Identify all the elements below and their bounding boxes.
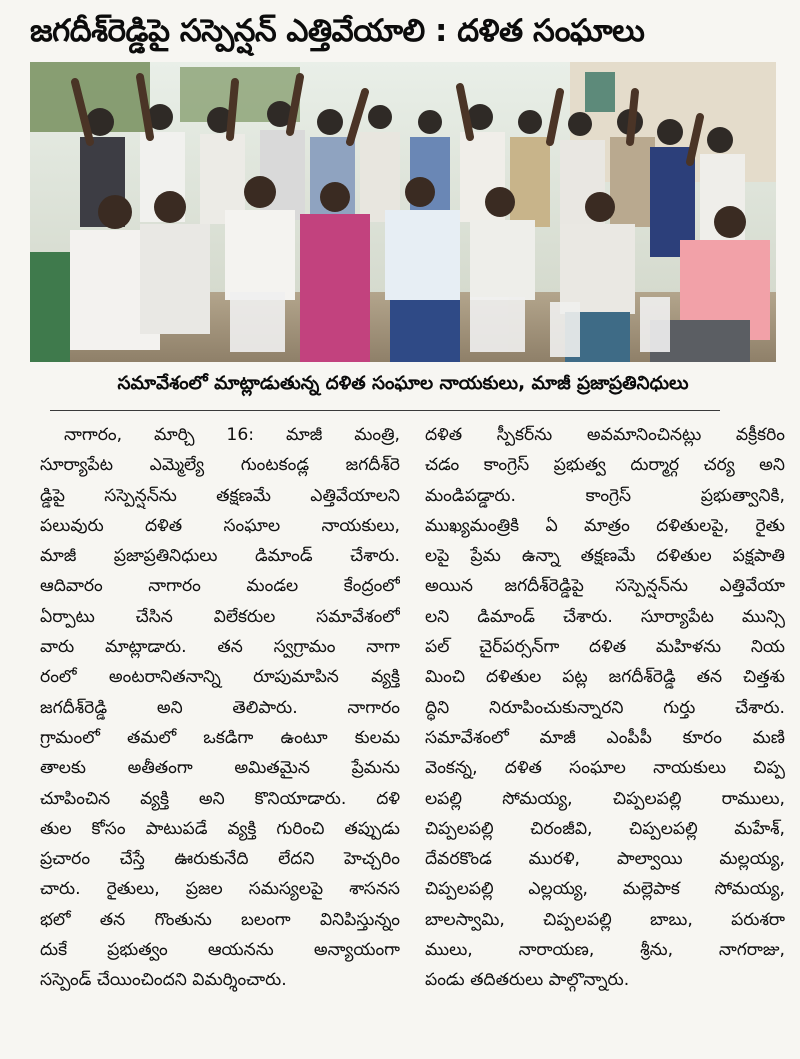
body-line: దుకే ప్రభుత్వం ఆయనను అన్యాయంగా	[40, 940, 400, 961]
body-line: తాలకు అతీతంగా అమితమైన ప్రేమను	[40, 758, 400, 779]
body-line: చిప్పలపల్లి చిరంజీవి, చిప్పలపల్లి మహేశ్,	[425, 818, 785, 839]
article-column-right	[425, 420, 785, 1050]
group-photo	[30, 62, 776, 362]
photo-caption: సమావేశంలో మాట్లాడుతున్న దళిత సంఘాల నాయకులు, మాజీ ప్రజాప్రతినిధులు	[117, 373, 689, 394]
body-line: దేవరకొండ మురళి, పాల్వాయి మల్లయ్య,	[425, 849, 785, 870]
body-line: నాగారం, మార్చి 16: మాజీ మంత్రి,	[64, 425, 400, 445]
divider	[50, 410, 720, 411]
body-line: పల్ చైర్‌పర్సన్‌గా దళిత మహిళను నియ	[425, 637, 785, 658]
body-line: బాలస్వామి, చిప్పలపల్లి బాబు, పరుశరా	[425, 909, 785, 930]
body-line: లపై ప్రేమ ఉన్నా తక్షణమే దళితుల పక్షపాతి	[425, 546, 785, 567]
body-line: లపల్లి సోమయ్య, చిప్పలపల్లి రాములు,	[425, 788, 785, 809]
body-line: చూపించిన వ్యక్తి అని కొనియాడారు. దళి	[40, 788, 400, 809]
body-line: రంలో అంటరానితనాన్ని రూపుమాపిన వ్యక్తి	[40, 667, 400, 688]
body-line: తుల కోసం పాటుపడే వ్యక్తి గురించి తప్పుడు	[40, 818, 400, 839]
body-line: ఆదివారం నాగారం మండల కేంద్రంలో	[40, 576, 400, 597]
body-line: డ్డిపై సస్పెన్షన్‌ను తక్షణమే ఎత్తివేయాలని	[40, 485, 400, 506]
body-line: సమావేశంలో మాజీ ఎంపీపీ కూరం మణి	[425, 727, 785, 748]
body-line: చారు. రైతులు, ప్రజల సమస్యలపై శాసనస	[40, 879, 400, 900]
body-line: సూర్యాపేట ఎమ్మెల్యే గుంటకండ్ల జగదీశ్‌రె	[40, 455, 400, 476]
body-line: వారు మాట్లాడారు. తన స్వగ్రామం నాగా	[40, 637, 400, 658]
group-photo-image	[30, 62, 776, 362]
body-line: మండిపడ్డారు. కాంగ్రెస్ ప్రభుత్వానికి,	[425, 485, 785, 506]
body-line: వెంకన్న, దళిత సంఘాల నాయకులు చిప్ప	[425, 758, 785, 779]
body-line: సస్పెండ్ చేయించిందని విమర్శించారు.	[40, 970, 287, 991]
body-line: ప్రచారం చేస్తే ఊరుకునేది లేదని హెచ్చరిం	[40, 849, 400, 870]
body-line: ద్ధిని నిరూపించుకున్నారని గుర్తు చేశారు.	[425, 697, 785, 718]
body-line: పలువురు దళిత సంఘాల నాయకులు,	[40, 515, 400, 536]
body-line: జగదీశ్‌రెడ్డి అని తెలిపారు. నాగారం	[40, 697, 400, 718]
article-column-left	[40, 420, 400, 1050]
body-line: మాజీ ప్రజాప్రతినిధులు డిమాండ్ చేశారు.	[40, 546, 400, 567]
body-line: మించి దళితుల పట్ల జగదీశ్‌రెడ్డి తన చిత్తశు	[425, 667, 785, 688]
body-line: గ్రామంలో తమలో ఒకడిగా ఉంటూ కులమ	[40, 727, 400, 748]
body-line: పండు తదితరులు పాల్గొన్నారు.	[425, 970, 630, 991]
body-line: దళిత స్పీకర్‌ను అవమానించినట్లు వక్రీకరిం	[425, 425, 785, 445]
body-line: చిప్పలపల్లి ఎల్లయ్య, మల్లెపాక సోమయ్య,	[425, 879, 785, 900]
body-line: ముఖ్యమంత్రికి ఏ మాత్రం దళితులపై, రైతు	[425, 515, 785, 536]
body-line: లని డిమాండ్ చేశారు. సూర్యాపేట మున్సి	[425, 606, 785, 627]
body-line: చడం కాంగ్రెస్ ప్రభుత్వ దుర్మార్గ చర్య అని	[425, 455, 785, 476]
body-line: భలో తన గొంతును బలంగా వినిపిస్తున్నం	[40, 909, 400, 930]
headline: జగదీశ్‌రెడ్డిపై సస్పెన్షన్ ఎత్తివేయాలి : దళిత సంఘాలు	[30, 13, 645, 49]
body-line: ఏర్పాటు చేసిన విలేకరుల సమావేశంలో	[40, 606, 400, 627]
body-line: ములు, నారాయణ, శ్రీను, నాగరాజు,	[425, 940, 785, 961]
body-line: అయిన జగదీశ్‌రెడ్డిపై సస్పెన్షన్‌ను ఎత్తివేయా	[425, 576, 785, 597]
